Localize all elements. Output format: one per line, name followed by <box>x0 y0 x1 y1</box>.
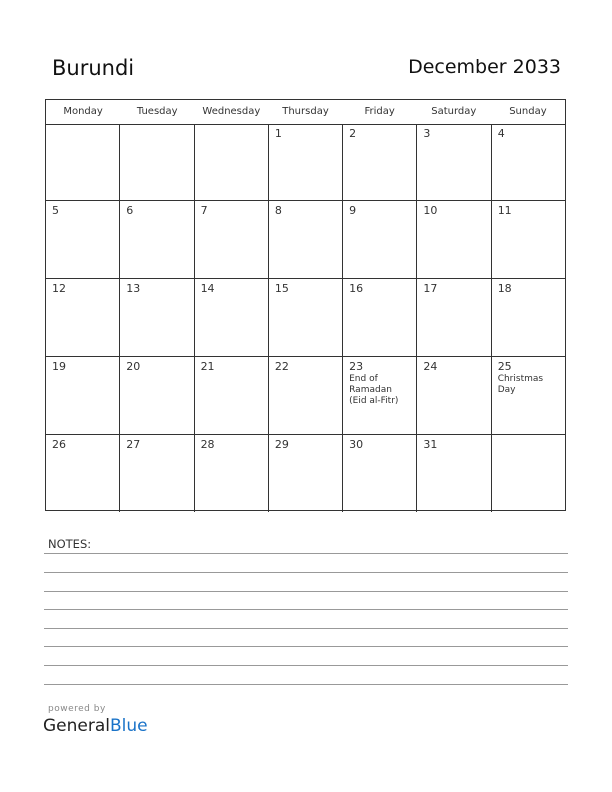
notes-line <box>44 628 568 629</box>
notes-label: NOTES: <box>48 537 92 551</box>
day-cell <box>343 279 417 356</box>
day-cell <box>269 435 343 512</box>
day-cell <box>195 124 269 200</box>
day-number: 2 <box>349 127 357 140</box>
day-cell <box>46 201 120 278</box>
day-number: 15 <box>274 282 289 295</box>
day-number: 17 <box>423 282 438 295</box>
day-cell <box>46 357 120 434</box>
weekday-thursday: Thursday <box>282 106 329 117</box>
day-number: 23 <box>349 360 364 373</box>
day-cell <box>46 124 120 200</box>
day-number: 22 <box>274 360 289 373</box>
notes-line <box>44 609 568 610</box>
day-cell <box>343 124 417 200</box>
day-number: 21 <box>200 360 215 373</box>
weekday-tuesday: Tuesday <box>136 106 178 117</box>
logo-general: General <box>43 716 110 736</box>
weekday-saturday: Saturday <box>431 106 477 117</box>
day-number: 26 <box>52 438 66 451</box>
powered-by: powered by <box>48 704 106 714</box>
logo-blue: Blue <box>110 716 148 736</box>
week-row <box>46 279 565 357</box>
day-cell <box>120 279 194 356</box>
day-cell <box>120 435 194 512</box>
notes-line <box>44 684 568 685</box>
week-row <box>46 201 565 279</box>
day-cell <box>417 279 491 356</box>
notes-line <box>44 665 568 666</box>
day-number: 6 <box>126 204 134 217</box>
day-number: 11 <box>497 204 512 217</box>
day-number: 7 <box>200 204 208 217</box>
weekday-wednesday: Wednesday <box>202 106 261 117</box>
holiday-label: Christmas Day <box>497 374 544 395</box>
day-cell <box>269 124 343 200</box>
week-row <box>46 357 565 435</box>
day-number: 19 <box>52 360 66 373</box>
day-cell <box>269 357 343 434</box>
day-number: 31 <box>423 438 438 451</box>
day-cell <box>343 435 417 512</box>
calendar-grid <box>45 99 566 511</box>
day-cell <box>120 124 194 200</box>
day-number: 14 <box>200 282 215 295</box>
holiday-label: End of Ramadan (Eid al-Fitr) <box>349 374 399 406</box>
day-cell <box>417 435 491 512</box>
day-number: 1 <box>274 127 282 140</box>
day-number: 9 <box>349 204 357 217</box>
day-number: 4 <box>497 127 505 140</box>
day-cell <box>343 357 417 434</box>
day-cell <box>195 201 269 278</box>
day-cell <box>492 357 565 434</box>
day-cell <box>492 201 565 278</box>
day-number: 29 <box>274 438 289 451</box>
day-number: 18 <box>497 282 512 295</box>
day-cell <box>492 124 565 200</box>
day-cell <box>343 201 417 278</box>
day-cell <box>417 357 491 434</box>
day-number: 24 <box>423 360 438 373</box>
day-number: 28 <box>200 438 215 451</box>
day-cell <box>46 435 120 512</box>
notes-line <box>44 646 568 647</box>
week-row <box>46 435 565 512</box>
weekday-monday: Monday <box>63 106 103 117</box>
month-title: December 2033 <box>408 56 561 78</box>
weekday-sunday: Sunday <box>509 106 547 117</box>
day-cell <box>492 435 565 512</box>
day-number: 16 <box>349 282 364 295</box>
day-cell <box>120 201 194 278</box>
day-cell <box>120 357 194 434</box>
day-number: 10 <box>423 204 438 217</box>
day-number: 20 <box>126 360 141 373</box>
day-cell <box>195 435 269 512</box>
day-cell <box>269 279 343 356</box>
day-number: 12 <box>52 282 66 295</box>
weekday-friday: Friday <box>364 106 395 117</box>
week-row <box>46 124 565 201</box>
notes-line <box>44 572 568 573</box>
day-number: 25 <box>497 360 512 373</box>
day-number: 27 <box>126 438 141 451</box>
day-number: 5 <box>52 204 59 217</box>
country-title: Burundi <box>52 56 135 80</box>
day-cell <box>417 124 491 200</box>
day-cell <box>417 201 491 278</box>
weekday-header <box>46 100 565 125</box>
day-cell <box>195 279 269 356</box>
day-cell <box>269 201 343 278</box>
day-cell <box>46 279 120 356</box>
day-number: 30 <box>349 438 364 451</box>
generalblue-logo <box>43 716 148 736</box>
notes-line <box>44 591 568 592</box>
notes-line <box>44 553 568 554</box>
day-cell <box>195 357 269 434</box>
day-number: 3 <box>423 127 431 140</box>
day-cell <box>492 279 565 356</box>
day-number: 13 <box>126 282 141 295</box>
day-number: 8 <box>274 204 282 217</box>
